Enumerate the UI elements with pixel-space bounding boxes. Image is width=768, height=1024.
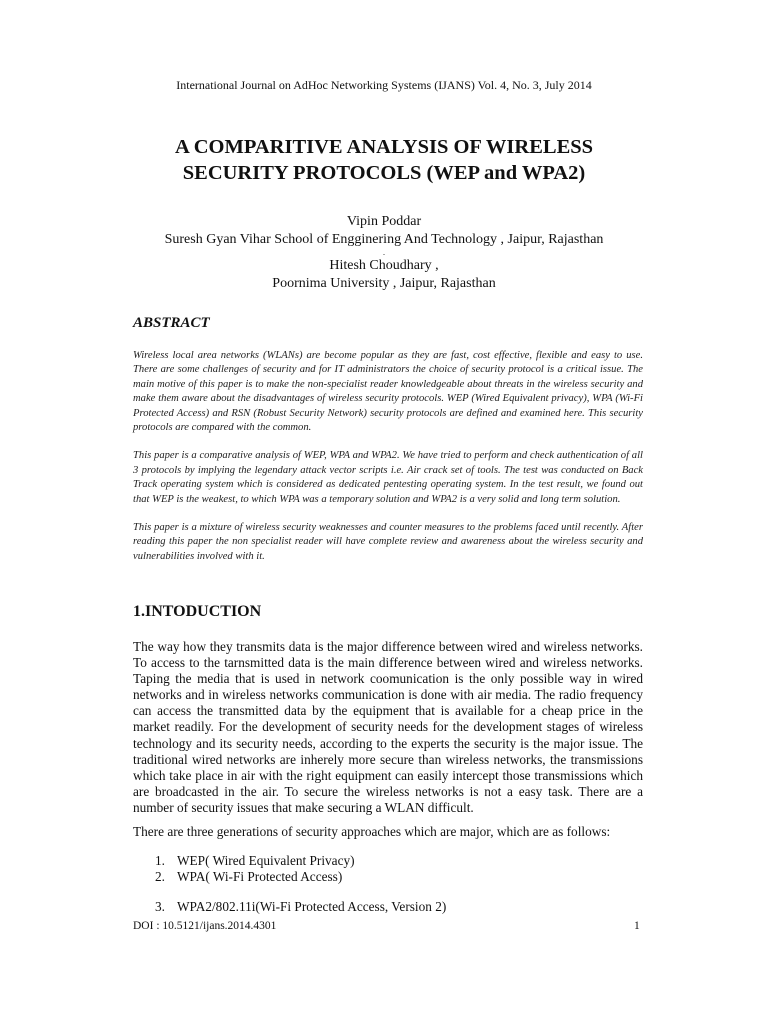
author-2-name: Hitesh Choudhary , [329, 258, 439, 273]
title-line-2: SECURITY PROTOCOLS (WEP and WPA2) [182, 162, 586, 184]
security-generations-list [155, 853, 355, 885]
running-head: International Journal on AdHoc Networking Systems (IJANS) Vol. 4, No. 3, July 2014 [176, 78, 592, 92]
abstract-paragraph-1: Wireless local area networks (WLANs) are become popular as they are fast, cost effective, flexible and easy to use. There are some challenges of security and for IT administrators the choice of security protocol is a critical issue. The main motive of this paper is to make the non-specialist reader knowledgeable about threats in the wireless security and make them aware about the disadvantages of wireless security protocols. WEP (Wired Equivalent privacy), WPA (Wi-Fi Protected Access) and RSN (Robust Security Network) security protocols are defined and examined here. This security protocols are compared with the common. [133, 350, 643, 434]
abstract-heading: ABSTRACT [133, 315, 210, 331]
author-2-affiliation: Poornima University , Jaipur, Rajasthan [272, 276, 496, 291]
introduction-paragraph-2: There are three generations of security approaches which are major, which are as follows: [133, 824, 611, 839]
page-number: 1 [634, 920, 640, 932]
list-item [155, 869, 355, 885]
list-item [155, 853, 355, 869]
footer-doi: DOI : 10.5121/ijans.2014.4301 [133, 920, 277, 932]
abstract-paragraph-3: This paper is a mixture of wireless security weaknesses and counter measures to the problems faced until recently. After reading this paper the non specialist reader will have complete review and awareness about the wireless security and vulnerabilities involved with it. [133, 522, 643, 562]
introduction-paragraph-1: The way how they transmits data is the major difference between wired and wireless networks. To access to the tarnsmitted data is the main difference between wired and wireless networks. Taping the media that is used in network coomunication is the only possible way in wired networks and in wireless networks communication is done with air media. The radio frequency can access the transmitted data by the equipment that is available for a cheap price in the market readily. For the development of security needs for the development stages of wireless technology and its security needs, according to the experts the security is the major issue. The traditional wired networks are inherely more secure than wireless networks, the transmissions which take place in air with the right equipment can easily intercept those transmissions which are broadcasted in the air. To secure the wireless networks is not a easy task. There are a number of security issues that make securing a WLAN difficult. [133, 639, 643, 815]
title-line-1: A COMPARITIVE ANALYSIS OF WIRELESS [174, 136, 594, 158]
list-text: WEP( Wired Equivalent Privacy) [177, 853, 355, 868]
list-text: WPA2/802.11i(Wi-Fi Protected Access, Version 2) [177, 899, 447, 914]
list-item [155, 899, 446, 915]
security-generations-list-continued [155, 899, 446, 915]
abstract-paragraph-2: This paper is a comparative analysis of WEP, WPA and WPA2. We have tried to perform and check authentication of all 3 protocols by implying the legendary attack vector scripts i.e. Air crack set of tools. The test was conducted on Back Track operating system which is considered as dedicated pentesting operating system. In the test result, we found out that WEP is the weakest, to which WPA was a temporary solution and WPA2 is a very solid and long term solution. [133, 450, 643, 505]
list-text: WPA( Wi-Fi Protected Access) [177, 869, 343, 884]
paper-title [0, 134, 768, 186]
author-separator: . [383, 248, 385, 257]
list-number: 1. [155, 853, 165, 868]
list-number: 3. [155, 899, 165, 914]
author-1-name: Vipin Poddar [346, 214, 422, 229]
section-heading-introduction: 1.INTODUCTION [133, 603, 262, 620]
author-block [0, 213, 768, 293]
abstract-body [133, 349, 643, 578]
author-1-affiliation: Suresh Gyan Vihar School of Engginering And Technology , Jaipur, Rajasthan [164, 232, 604, 247]
list-number: 2. [155, 869, 165, 884]
